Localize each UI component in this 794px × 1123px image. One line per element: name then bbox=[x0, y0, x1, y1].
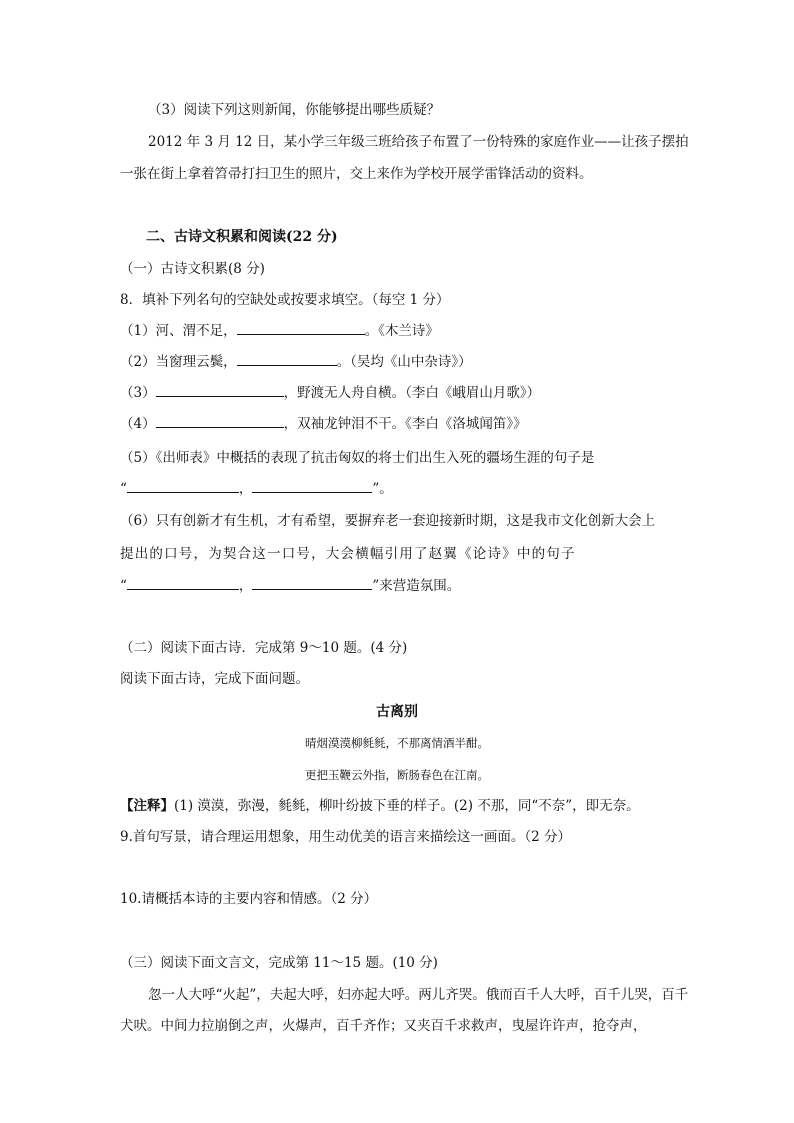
poem-title: 古离别 bbox=[376, 704, 418, 720]
q8-item-3 bbox=[120, 384, 540, 402]
q8-blank-6b[interactable] bbox=[252, 577, 372, 590]
q8-item-1 bbox=[120, 322, 439, 340]
q8-item-6-sep: ， bbox=[238, 578, 253, 594]
q10: 10.请概括本诗的主要内容和情感。（2 分） bbox=[120, 891, 378, 907]
q8-item-6-close-quote: ”来营造氛围。 bbox=[372, 578, 461, 594]
q8-blank-5a[interactable] bbox=[127, 480, 239, 493]
q8-blank-2[interactable] bbox=[237, 353, 337, 366]
note-label: 【注释】 bbox=[120, 798, 174, 814]
poem-line-1: 晴烟漠漠柳毵毵，不那离情酒半酣。 bbox=[305, 736, 489, 750]
q8-item-5-line-1: （5）《出师表》中概括的表现了抗击匈奴的将士们出生入死的疆场生涯的句子是 bbox=[120, 450, 595, 466]
q8-item-6-line-3 bbox=[120, 577, 460, 595]
q8-item-5-line-2 bbox=[120, 480, 393, 498]
part-2-title: （二）阅读下面古诗．完成第 9～10 题。(4 分) bbox=[120, 640, 408, 656]
section-2-title: 二、古诗文积累和阅读(22 分) bbox=[146, 229, 338, 245]
q3-news-line-2: 一张在街上拿着笤帚打扫卫生的照片，交上来作为学校开展学雷锋活动的资料。 bbox=[120, 166, 593, 182]
q3-news-line-1: 2012 年 3 月 12 日，某小学三年级三班给孩子布置了一份特殊的家庭作业——让孩子摆拍 bbox=[148, 134, 689, 150]
q8-item-1-post: 。《木兰诗》 bbox=[364, 323, 439, 339]
q8-item-2 bbox=[120, 353, 472, 371]
q8-item-6-line-1: （6）只有创新才有生机，才有希望，要摒弃老一套迎接新时期，这是我市文化创新大会上 bbox=[120, 513, 656, 529]
q8-item-1-pre: （1）河、渭不足， bbox=[120, 323, 237, 339]
note-text: (1) 漠漠，弥漫，毵毵，柳叶纷披下垂的样子。(2) 不那，同“不奈”，即无奈。 bbox=[174, 798, 640, 814]
q8-title: 8．填补下列名句的空缺处或按要求填空。（每空 1 分） bbox=[120, 292, 450, 308]
q8-item-5-open-quote: “ bbox=[120, 481, 127, 497]
q8-item-3-pre: （3） bbox=[120, 385, 156, 401]
q8-item-4-pre: （4） bbox=[120, 416, 156, 432]
poem-note bbox=[120, 797, 640, 815]
q8-item-4-post: ，双袖龙钟泪不干。《李白《洛城闻笛》》 bbox=[283, 416, 527, 432]
q3-title: （3）阅读下列这则新闻，你能够提出哪些质疑？ bbox=[148, 102, 441, 118]
part-3-title: （三）阅读下面文言文，完成第 11～15 题。(10 分) bbox=[120, 955, 438, 971]
q8-item-5-close-quote: ”。 bbox=[372, 481, 393, 497]
q8-blank-1[interactable] bbox=[237, 322, 365, 335]
q8-item-5-sep: ， bbox=[238, 481, 253, 497]
q8-blank-3[interactable] bbox=[156, 384, 284, 397]
q8-blank-5b[interactable] bbox=[252, 480, 372, 493]
q8-item-6-open-quote: “ bbox=[120, 578, 127, 594]
q8-blank-6a[interactable] bbox=[127, 577, 239, 590]
q8-blank-4[interactable] bbox=[156, 415, 284, 428]
q8-item-6-line-2: 提出的口号，为契合这一口号，大会横幅引用了赵翼《论诗》中的句子 bbox=[120, 546, 576, 562]
q8-item-2-pre: （2）当窗理云鬓， bbox=[120, 354, 237, 370]
part-3-text-line-2: 犬吠。中间力拉崩倒之声，火爆声，百千齐作；又夹百千求救声，曳屋许许声，抢夺声， bbox=[120, 1018, 647, 1034]
q8-item-3-post: ，野渡无人舟自横。（李白《峨眉山月歌》） bbox=[283, 385, 541, 401]
q8-item-4 bbox=[120, 415, 527, 433]
q8-item-2-post: 。（吴均《山中杂诗》） bbox=[336, 354, 472, 370]
poem-line-2: 更把玉鞭云外指，断肠春色在江南。 bbox=[305, 768, 489, 782]
part-2-intro: 阅读下面古诗，完成下面问题。 bbox=[120, 671, 309, 687]
part-3-text-line-1: 忽一人大呼“火起”，夫起大呼，妇亦起大呼。两儿齐哭。俄而百千人大呼，百千儿哭，百千 bbox=[148, 987, 689, 1003]
part-1-title: （一）古诗文积累(8 分) bbox=[120, 261, 265, 277]
q9: 9.首句写景，请合理运用想象，用生动优美的语言来描绘这一画面。（2 分） bbox=[120, 829, 572, 845]
